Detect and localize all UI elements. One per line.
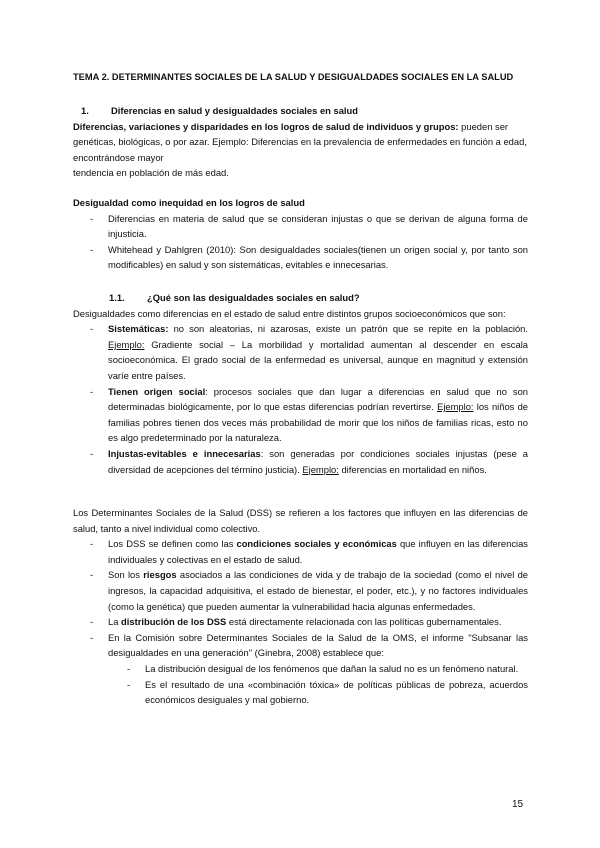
dss-item-1-post: que influyen en las diferencias individuales y colectivas en el estado de salud. [108, 538, 528, 565]
dash-bullet: - [90, 631, 94, 643]
systematic-item [108, 321, 528, 383]
dss-item-2 [108, 567, 528, 614]
list-item [73, 446, 528, 477]
inequity-heading: Desigualdad como inequidad en los logros de salud [73, 197, 305, 208]
section-1-bold-lead: Diferencias, variaciones y disparidades en los logros de salud de individuos y grupos: [73, 120, 459, 132]
list-item [73, 384, 528, 446]
unjust-text: : son generadas por condiciones sociales injustas (pese a diversidad de acepciones del término justicia). [108, 447, 528, 475]
dash-bullet: - [90, 385, 94, 397]
social-origin-text: : procesos sociales que dan lugar a diferencias en salud que no son determinadas biológicamente, por lo que estas diferencias podrían revertirse. [108, 385, 528, 413]
dss-item-1 [108, 536, 528, 567]
dss-sub-item-2: Es el resultado de una «combinación tóxica» de políticas públicas de pobreza, acuerdos económicos desiguales y mal gobierno. [145, 678, 528, 706]
dss-intro: Los Determinantes Sociales de la Salud (DSS) se refieren a los factores que influyen en las diferencias de salud, tanto a nivel individual como colectivo. [73, 507, 528, 534]
systematic-label: Sistemáticas: [108, 323, 169, 335]
page-number: 15 [512, 799, 524, 810]
list-item [73, 614, 528, 630]
section-1-1-intro: Desigualdades como diferencias en el estado de salud entre distintos grupos socioeconómicos que son: [73, 307, 506, 319]
dash-bullet: - [90, 323, 94, 335]
inequity-section [73, 195, 528, 273]
sub-list-item [73, 661, 528, 677]
example-label: Ejemplo: [302, 463, 339, 475]
unjust-example: diferencias en mortalidad en niños. [338, 463, 487, 475]
section-1-paragraph [73, 119, 528, 166]
dss-item-3-post: está directamente relacionada con las políticas gubernamentales. [226, 616, 502, 628]
dss-section [73, 505, 528, 708]
section-1-1-title: ¿Qué son las desigualdades sociales en salud? [147, 292, 360, 303]
section-1-1 [73, 290, 528, 477]
list-item [73, 630, 528, 661]
dash-bullet: - [90, 243, 94, 255]
section-1-heading [73, 103, 528, 119]
list-item [73, 242, 528, 273]
dss-item-2-bold: riesgos [143, 569, 177, 581]
systematic-text: no son aleatorias, ni azarosas, existe un patrón que se repite en la población. [168, 323, 528, 335]
social-origin-label: Tienen origen social [108, 385, 206, 397]
dash-bullet: - [90, 447, 94, 459]
list-item [73, 211, 528, 242]
section-1 [73, 103, 528, 181]
section-1-paragraph-line2: tendencia en población de más edad. [73, 167, 229, 179]
section-1-1-heading [73, 290, 528, 306]
sub-list-item [73, 677, 528, 708]
dash-bullet: - [90, 212, 94, 224]
list-item [73, 321, 528, 383]
example-label: Ejemplo: [108, 338, 145, 350]
dss-item-3-pre: La [108, 616, 122, 628]
list-item [73, 536, 528, 567]
inequity-item-2: Whitehead y Dahlgren (2010): Son desigualdades sociales(tienen un origen social y, por tanto son modificables) en salud y son sistemáticas, evitables e innecesarias. [108, 243, 528, 271]
dash-bullet: - [127, 662, 131, 674]
unjust-item [108, 446, 528, 477]
inequity-item-1: Diferencias en materia de salud que se consideran injustas o que se derivan de alguna forma de injusticia. [108, 212, 528, 240]
social-origin-item [108, 384, 528, 446]
example-label: Ejemplo: [437, 401, 474, 413]
dash-bullet: - [90, 538, 94, 550]
dss-item-3 [108, 614, 528, 630]
list-item [73, 567, 528, 614]
section-1-title: Diferencias en salud y desigualdades sociales en salud [111, 105, 358, 116]
unjust-label: Injustas-evitables e innecesarias [108, 447, 261, 459]
section-1-body: pueden ser genéticas, biológicas, o por azar. Ejemplo: Diferencias en la prevalencia de enfermedades en función a edad, encontrándose mayor [73, 120, 527, 163]
dss-item-2-pre: Son los [108, 569, 144, 581]
dss-item-2-post: asociados a las condiciones de vida y de trabajo de la sociedad (como el nivel de ingresos, la capacidad adquisitiva, el estado de bienestar, el poder, etc.), y no factores individuales (como la genética) que pueden aumentar la vulnerabilidad hacia algunas enfermedades. [108, 569, 529, 612]
dss-item-1-bold: condiciones sociales y económicas [236, 538, 397, 550]
document-title: TEMA 2. DETERMINANTES SOCIALES DE LA SALUD Y DESIGUALDADES SOCIALES EN LA SALUD [73, 72, 514, 82]
dash-bullet: - [90, 569, 94, 581]
systematic-example: Gradiente social – La morbilidad y mortalidad aumentan al descender en escala socioeconómica. El grado social de la enfermedad es universal, aunque en magnitud y extensión varíe entre países. [108, 338, 528, 381]
dss-item-3-bold: distribución de los DSS [121, 616, 227, 628]
dash-bullet: - [90, 616, 94, 628]
social-origin-example: los niños de familias pobres tienen dos veces más probabilidad de morir que los niños de familias ricas, esto no es algo predeterminado por la naturaleza. [108, 401, 528, 444]
dss-item-4: En la Comisión sobre Determinantes Sociales de la Salud de la OMS, el informe "Subsanar las desigualdades en una generación" (Ginebra, 2008) establece que: [108, 631, 528, 659]
dash-bullet: - [127, 678, 131, 690]
dss-item-1-pre: Los DSS se definen como las [108, 538, 237, 550]
section-1-1-number: 1.1. [109, 292, 125, 303]
dss-sub-item-1: La distribución desigual de los fenómenos que dañan la salud no es un fenómeno natural. [145, 662, 519, 674]
section-1-number: 1. [81, 105, 89, 116]
